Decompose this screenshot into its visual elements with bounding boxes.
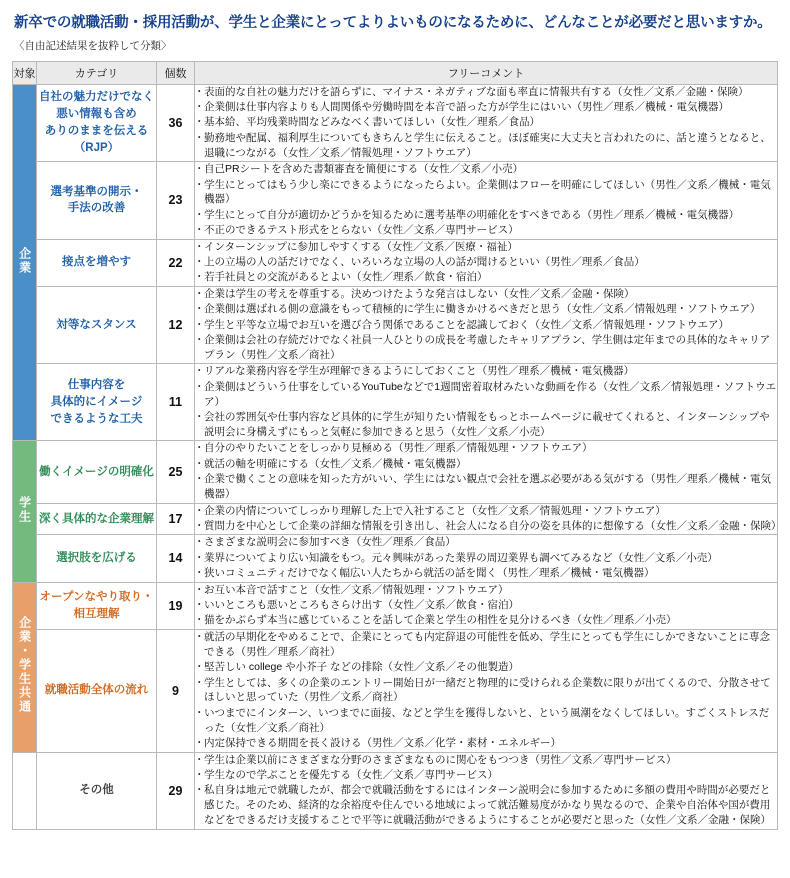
comment-item: ・ 企業側はどういう仕事をしているYouTubeなどで1週間密着取材みたいな動画を作る（女性／文系／情報処理・ソフトウエア）: [195, 380, 777, 410]
comment-item: ・ 狭いコミュニティだけでなく幅広い人たちから就活の話を聞く（男性／理系／機械・電気機器）: [195, 566, 777, 581]
table-body: [13, 84, 782, 829]
comment-list: [195, 630, 777, 751]
comment-item: ・ 猫をかぶらず本当に感じていることを話して企業と学生の相性を見分けるべき（女性／理系／小売）: [195, 613, 777, 628]
page-subtitle: 〈自由記述結果を抜粋して分類〉: [14, 39, 172, 52]
comment-item: ・ 自己PRシートを含めた書類審査を簡便にする（女性／文系／小売）: [195, 162, 777, 177]
comment-item: ・ 就活の軸を明確にする（女性／文系／機械・電気機器）: [195, 457, 777, 472]
category-label-line: 働くイメージの明確化: [39, 465, 154, 478]
table-row: [13, 535, 778, 582]
comment-cell: [195, 286, 778, 364]
comment-item: ・ 勤務地や配属、福利厚生についてもきちんと学生に伝えること。ほぼ確実に大丈夫と言われたのに、話と違うとなると、退職につながる（女性／文系／情報処理・ソフトウエア）: [195, 131, 777, 161]
category-label-line: 選考基準の開示・: [50, 185, 143, 198]
category-cell: [37, 535, 157, 582]
category-label-line: （RJP）: [73, 141, 120, 154]
comment-item: ・ 上の立場の人の話だけでなく、いろいろな立場の人の話が聞けるといい（男性／理系／食品）: [195, 255, 777, 270]
comment-item: ・ 堅苦しい college や小芥子 などの排除（女性／文系／その他製造）: [195, 660, 777, 675]
category-cell: [37, 503, 157, 535]
table-row: [13, 364, 778, 441]
column-header-comment: フリーコメント: [195, 61, 778, 84]
comment-list: [195, 441, 777, 502]
target-label: 学生: [17, 495, 32, 524]
count-cell: 36: [157, 84, 195, 162]
target-cell: [13, 582, 37, 752]
target-label: 企業: [17, 246, 32, 275]
category-label-line: 深く具体的な企業理解: [39, 512, 154, 525]
table-row: [13, 84, 778, 162]
category-label-line: 対等なスタンス: [56, 318, 137, 331]
comment-list: [195, 85, 777, 161]
comment-item: ・ 若手社員との交流があるとよい（女性／理系／飲食・宿泊）: [195, 270, 777, 285]
comment-item: ・ 業界についてより広い知識をもつ。元々興味があった業界の周辺業界も調べてみるなど（女性／文系／小売）: [195, 551, 777, 566]
count-cell: 23: [157, 162, 195, 240]
comment-item: ・ 学生にとってはもう少し楽にできるようになったらよい。企業側はフローを明確にしてほしい（男性／文系／機械・電気機器）: [195, 178, 777, 208]
category-cell: [37, 162, 157, 240]
comment-item: ・ さまざまな説明会に参加すべき（女性／理系／食品）: [195, 535, 777, 550]
category-label-line: 手法の改善: [67, 202, 126, 215]
count-cell: 12: [157, 286, 195, 364]
category-label-line: 選択肢を広げる: [56, 552, 137, 565]
category-label-line: 仕事内容を: [67, 379, 126, 392]
category-cell: [37, 286, 157, 364]
comment-list: [195, 753, 777, 829]
comment-list: [195, 162, 777, 238]
category-label-line: できるような工夫: [50, 412, 143, 425]
page-title: 新卒での就職活動・採用活動が、学生と企業にとってよりよいものになるために、どんなことが必要だと思いますか。: [14, 15, 772, 31]
table-row: [13, 239, 778, 286]
comment-cell: [195, 582, 778, 629]
comment-item: ・ 学生なので学ぶことを優先する（女性／文系／専門サービス）: [195, 768, 777, 783]
comment-cell: [195, 84, 778, 162]
column-header-target: 対象: [13, 61, 37, 84]
comment-item: ・ 私自身は地元で就職したが、都会で就職活動をするにはインターン説明会に参加するために多額の費用や時間が必要だと感じた。そのため、経済的な余裕度や住んでいる地域によって就活難易度がかなり異なるので、企業や自治体や国が費用などをできるだけ支援することで平等に就職活動ができるようにすることが必要だと思った（女性／文系／金融・保険）: [195, 783, 777, 828]
count-cell: 19: [157, 582, 195, 629]
category-label-line: オープンなやり取り・: [39, 591, 154, 603]
column-header-category: カテゴリ: [37, 61, 157, 84]
category-label-line: 悪い情報も含め: [56, 108, 137, 121]
category-label-line: その他: [79, 784, 114, 797]
table-row: [13, 441, 778, 503]
table-row: [13, 752, 778, 829]
target-label: 企業・学生共通: [17, 616, 32, 715]
table-row: [13, 582, 778, 629]
count-cell: 14: [157, 535, 195, 582]
comment-item: ・ 学生と平等な立場でお互いを選び合う関係であることを認識しておく（女性／文系／情報処理・ソフトウエア）: [195, 318, 777, 333]
comment-item: ・ 企業で働くことの意味を知った方がいい、学生にはない観点で会社を選ぶ必要がある気がする（男性／理系／機械・電気機器）: [195, 472, 777, 502]
comment-item: ・ 企業側は選ばれる側の意識をもって積極的に学生に働きかけるべきだと思う（女性／文系／情報処理・ソフトウエア）: [195, 302, 777, 317]
count-cell: 9: [157, 629, 195, 752]
comment-list: [195, 504, 782, 534]
category-cell: [37, 239, 157, 286]
comment-item: ・ 企業は学生の考えを尊重する。決めつけたような発言はしない（女性／文系／金融・保険）: [195, 287, 777, 302]
comment-item: ・ 基本給、平均残業時間などみなべく書いてほしい（女性／理系／食品）: [195, 115, 777, 130]
category-label-line: 就職活動全体の流れ: [44, 684, 149, 697]
comment-list: [195, 364, 777, 440]
comment-list: [195, 535, 777, 581]
count-cell: 17: [157, 503, 195, 535]
comment-item: ・ お互い本音で話すこと（女性／文系／情報処理・ソフトウエア）: [195, 583, 777, 598]
comment-item: ・ いつまでにインターン、いつまでに面接、などと学生を獲得しないと、という風潮をなくしてほしい。すごくストレスだった（女性／文系／商社）: [195, 706, 777, 736]
count-cell: 25: [157, 441, 195, 503]
comment-item: ・ 企業側は会社の存続だけでなく社員一人ひとりの成長を考慮したキャリアプラン、学生側は定年までの具体的なキャリアプラン（男性／文系／商社）: [195, 333, 777, 363]
category-label-line: ありのままを伝える: [44, 124, 149, 137]
category-cell: [37, 364, 157, 441]
comment-item: ・ 学生としては、多くの企業のエントリー開始日が一緒だと物理的に受けられる企業数に限りが出てくるので、分散させてほしいと思っていた（男性／文系／商社）: [195, 676, 777, 706]
count-cell: 11: [157, 364, 195, 441]
comment-item: ・ いいところも悪いところもさらけ出す（女性／文系／飲食・宿泊）: [195, 598, 777, 613]
comment-item: ・ 学生にとって自分が適切かどうかを知るために選考基準の明確化をすべきである（男性／理系／機械・電気機器）: [195, 208, 777, 223]
comment-cell: [195, 503, 782, 535]
comment-item: ・ 企業側は仕事内容よりも人間関係や労働時間を本音で語った方が学生にはいい（男性／理系／機械・電気機器）: [195, 100, 777, 115]
column-header-count: 個数: [157, 61, 195, 84]
category-cell: [37, 752, 157, 829]
comment-cell: [195, 364, 778, 441]
comment-item: ・ 不正のできるテスト形式をとらない（女性／文系／専門サービス）: [195, 223, 777, 238]
table-row: [13, 503, 778, 535]
count-cell: 22: [157, 239, 195, 286]
category-label-line: 自社の魅力だけでなく: [39, 91, 154, 104]
table-row: [13, 286, 778, 364]
comment-list: [195, 240, 777, 286]
category-cell: [37, 582, 157, 629]
table-header: [13, 61, 778, 84]
comment-cell: [195, 441, 778, 503]
category-label-line: 接点を増やす: [62, 256, 131, 269]
comment-item: ・ 会社の雰囲気や仕事内容など具体的に学生が知りたい情報をもっとホームページに載せてくれると、インターンシップや説明会に身構えずにもっと気軽に参加できると思う（女性／文系／小売）: [195, 410, 777, 440]
comment-cell: [195, 162, 778, 240]
comment-cell: [195, 629, 778, 752]
comment-item: ・ 質問力を中心として企業の詳細な情報を引き出し、社会人になる自分の姿を具体的に想像する（女性／文系／金融・保険）: [195, 519, 777, 534]
count-cell: 29: [157, 752, 195, 829]
comment-cell: [195, 535, 778, 582]
category-cell: [37, 629, 157, 752]
survey-table: [12, 61, 782, 830]
category-label-line: 相互理解: [73, 607, 120, 620]
table-row: [13, 629, 778, 752]
target-cell: [13, 441, 37, 582]
category-cell: [37, 441, 157, 503]
comment-list: [195, 287, 777, 363]
comment-list: [195, 583, 777, 629]
comment-cell: [195, 239, 778, 286]
table-row: [13, 162, 778, 240]
comment-item: ・ 学生は企業以前にさまざまな分野のさまざまなものに関心をもつつき（男性／文系／専門サービス）: [195, 753, 777, 768]
comment-item: ・ 就活の早期化をやめることで、企業にとっても内定辞退の可能性を低め、学生にとっても学生にしかできないことに専念できる（男性／理系／商社）: [195, 630, 777, 660]
target-cell: [13, 752, 37, 829]
category-cell: [37, 84, 157, 162]
target-cell: [13, 84, 37, 441]
table-header-row: [13, 61, 778, 84]
comment-item: ・ 内定保持できる期間を長く設ける（男性／文系／化学・素材・エネルギー）: [195, 736, 777, 751]
comment-cell: [195, 752, 778, 829]
comment-item: ・ インターンシップに参加しやすくする（女性／文系／医療・福祉）: [195, 240, 777, 255]
comment-item: ・ 自分のやりたいことをしっかり見極める（男性／理系／情報処理・ソフトウエア）: [195, 441, 777, 456]
comment-item: ・ 表面的な自社の魅力だけを語らずに、マイナス・ネガティブな面も率直に情報共有する（女性／文系／金融・保険）: [195, 85, 777, 100]
category-label-line: 具体的にイメージ: [50, 396, 143, 409]
comment-item: ・ 企業の内情についてしっかり理解した上で入社すること（女性／文系／情報処理・ソフトウエア）: [195, 504, 777, 519]
comment-item: ・ リアルな業務内容を学生が理解できるようにしておくこと（男性／理系／機械・電気機器）: [195, 364, 777, 379]
